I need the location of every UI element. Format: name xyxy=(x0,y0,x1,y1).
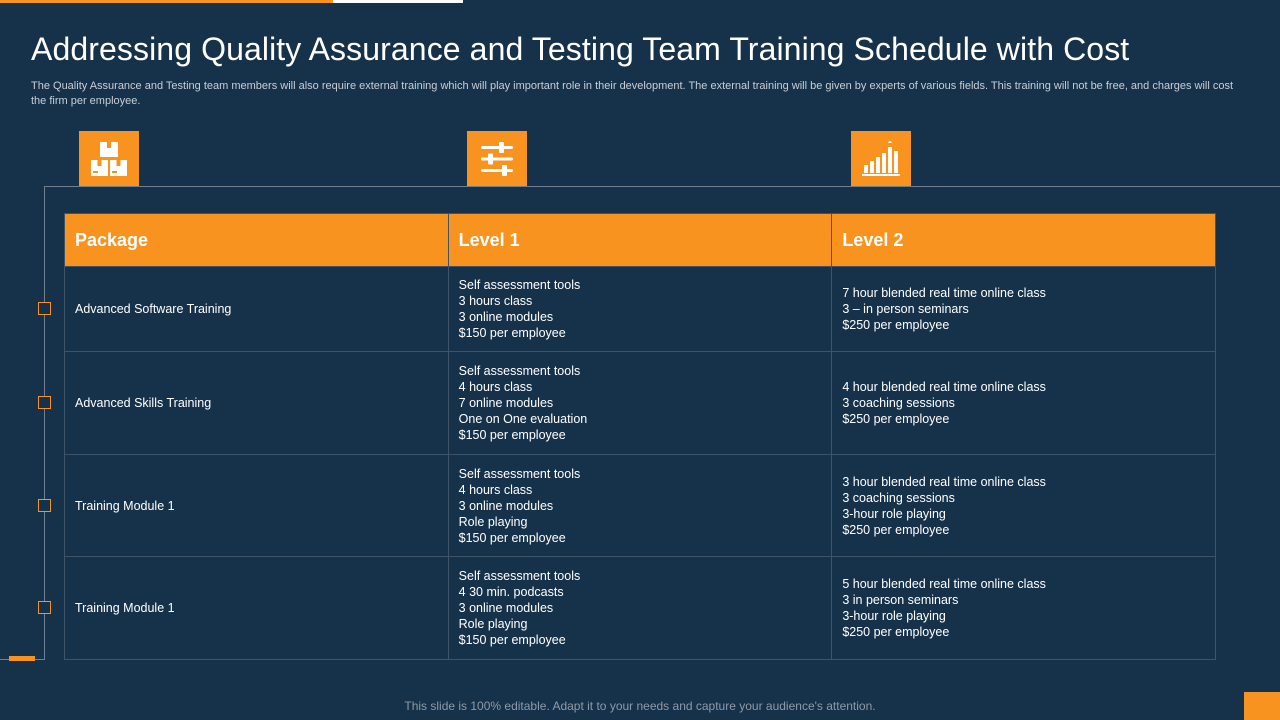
cell-line: $150 per employee xyxy=(458,633,566,647)
level1-cell xyxy=(448,267,832,352)
table-row xyxy=(65,267,1216,352)
row-marker xyxy=(38,499,51,512)
training-schedule-table xyxy=(64,213,1216,660)
cell-line: Self assessment tools xyxy=(458,364,581,378)
cell-line: 3 online modules xyxy=(458,310,554,324)
cell-line: $250 per employee xyxy=(842,625,950,639)
boxes-icon xyxy=(90,140,128,178)
cell-line: 3 hours class xyxy=(458,294,533,308)
cell-line: 3-hour role playing xyxy=(842,506,946,521)
sliders-icon xyxy=(479,141,515,177)
cell-line: Role playing xyxy=(458,514,528,529)
header-package: Package xyxy=(65,214,449,267)
table-row xyxy=(65,352,1216,455)
cell-line: 4 30 min. podcasts xyxy=(458,585,564,599)
level2-cell xyxy=(832,455,1216,557)
level1-icon-box xyxy=(467,131,527,187)
cell-line: 3 hour blended real time online class xyxy=(842,474,1046,489)
frame-top-line xyxy=(44,186,1280,187)
package-cell: Advanced Skills Training xyxy=(65,352,449,455)
cell-line: 3 coaching sessions xyxy=(842,490,955,505)
level1-cell xyxy=(448,352,832,455)
bar-chart-icon xyxy=(862,141,900,177)
cell-line: 3 coaching sessions xyxy=(842,396,955,410)
cell-line: One on One evaluation xyxy=(458,412,588,426)
cell-line: $150 per employee xyxy=(458,326,566,340)
cell-line: $250 per employee xyxy=(842,412,950,426)
row-marker xyxy=(38,601,51,614)
cell-line: Self assessment tools xyxy=(458,278,581,292)
cell-line: $150 per employee xyxy=(458,428,566,442)
package-cell: Training Module 1 xyxy=(65,455,449,557)
top-accent-bar-white xyxy=(333,0,463,3)
row-marker xyxy=(38,302,51,315)
cell-line: Self assessment tools xyxy=(458,569,581,583)
level1-cell xyxy=(448,557,832,660)
package-cell: Advanced Software Training xyxy=(65,267,449,352)
cell-line: $250 per employee xyxy=(842,318,950,332)
level2-cell xyxy=(832,557,1216,660)
cell-line: 3 in person seminars xyxy=(842,593,959,607)
cell-line: 3 online modules xyxy=(458,601,554,615)
frame-left-line xyxy=(44,186,45,660)
header-level-2: Level 2 xyxy=(832,214,1216,267)
level2-icon-box xyxy=(851,131,911,187)
cell-line: 3-hour role playing xyxy=(842,609,946,623)
package-icon-box xyxy=(79,131,139,187)
cell-line: 7 online modules xyxy=(458,396,554,410)
top-accent-bar xyxy=(0,0,333,3)
corner-accent-box xyxy=(1244,692,1280,720)
frame-accent xyxy=(9,656,35,661)
cell-line: 4 hours class xyxy=(458,380,533,394)
table-row xyxy=(65,557,1216,660)
cell-line: $250 per employee xyxy=(842,522,950,537)
cell-line: 5 hour blended real time online class xyxy=(842,577,1046,591)
cell-line: 4 hour blended real time online class xyxy=(842,380,1046,394)
header-level-1: Level 1 xyxy=(448,214,832,267)
level2-cell xyxy=(832,352,1216,455)
table-row xyxy=(65,455,1216,557)
cell-line: 4 hours class xyxy=(458,482,533,497)
cell-line: Self assessment tools xyxy=(458,466,581,481)
row-marker xyxy=(38,396,51,409)
level2-cell xyxy=(832,267,1216,352)
cell-line: 3 online modules xyxy=(458,498,554,513)
cell-line: Role playing xyxy=(458,617,528,631)
level1-cell xyxy=(448,455,832,557)
cell-line: 3 – in person seminars xyxy=(842,302,969,316)
package-cell: Training Module 1 xyxy=(65,557,449,660)
cell-line: 7 hour blended real time online class xyxy=(842,286,1046,300)
slide-subtitle: The Quality Assurance and Testing team members will also require external training which will play important role in their development. The external training will be given by experts of various fields. This training will not be free, and charges will cost the firm per employee. xyxy=(31,80,1234,107)
footer-note: This slide is 100% editable. Adapt it to your needs and capture your audience's attention. xyxy=(404,699,876,713)
cell-line: $150 per employee xyxy=(458,530,566,545)
slide-title: Addressing Quality Assurance and Testing Team Training Schedule with Cost xyxy=(31,31,1130,67)
table-header-row xyxy=(65,214,1216,267)
